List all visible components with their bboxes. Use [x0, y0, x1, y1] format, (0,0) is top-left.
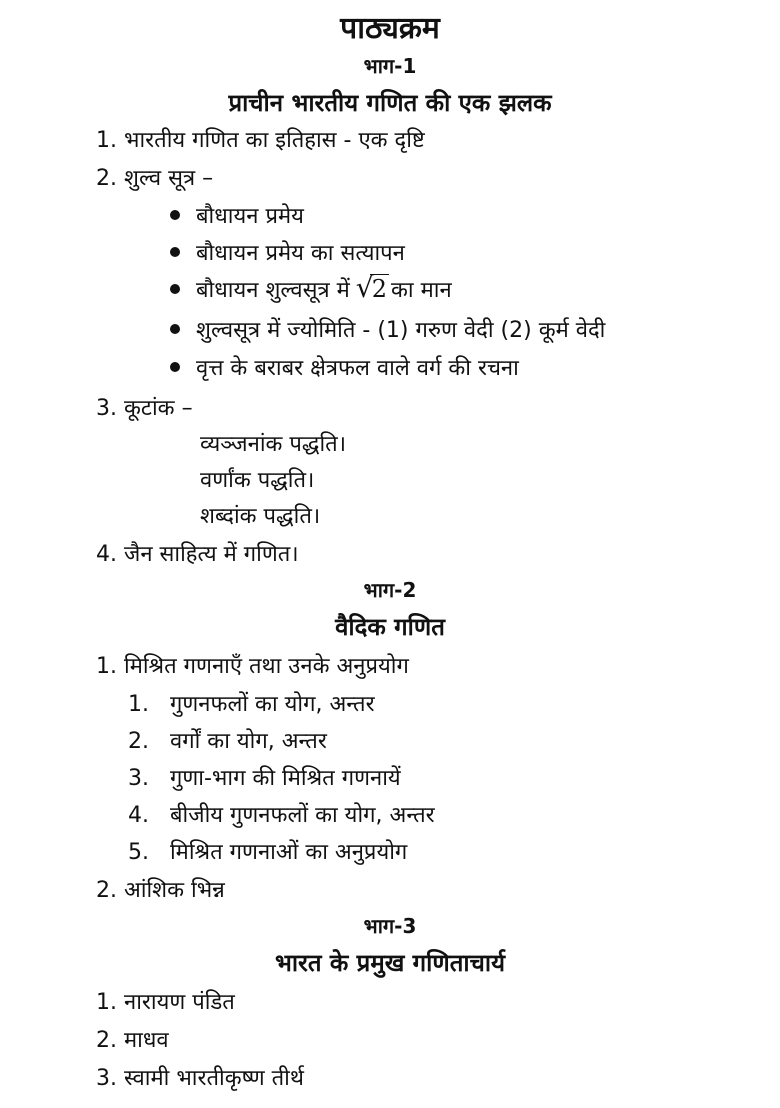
bullet-text: बौधायन शुल्वसूत्र में [196, 278, 350, 303]
sub-item [128, 688, 375, 718]
radicand: 2 [371, 275, 388, 303]
item-number: 1. [96, 128, 117, 153]
bullet-item [170, 237, 405, 267]
item-text: गुणनफलों का योग, अन्तर [169, 692, 375, 717]
list-item [96, 1062, 304, 1092]
sub-item [128, 836, 407, 866]
list-item [96, 986, 235, 1016]
bullet-text: शुल्वसूत्र में ज्योमिति - (1) गरुण वेदी (2) कूर्म वेदी [196, 318, 606, 343]
sub-item: व्यञ्जनांक पद्धति। [200, 432, 347, 457]
list-item [96, 650, 409, 680]
part-1-heading: प्राचीन भारतीय गणित की एक झलक [228, 89, 552, 117]
sub-item [128, 799, 435, 829]
bullet-text-after: का मान [391, 278, 452, 303]
item-text: बीजीय गुणनफलों का योग, अन्तर [169, 803, 435, 828]
list-item [96, 162, 213, 192]
sub-item [128, 762, 401, 792]
sub-item [128, 725, 327, 755]
item-text: जैन साहित्य में गणित। [124, 542, 299, 567]
bullet-item [170, 352, 519, 382]
item-text: मिश्रित गणनाएँ तथा उनके अनुप्रयोग [124, 654, 409, 679]
part-3-label: भाग-3 [363, 914, 417, 938]
list-item [96, 1024, 169, 1054]
item-text: माधव [124, 1028, 169, 1053]
radical-sign-icon: √ [355, 271, 374, 304]
bullet-item [170, 271, 452, 304]
part-2-label: भाग-2 [363, 578, 417, 602]
item-text: मिश्रित गणनाओं का अनुप्रयोग [169, 840, 408, 865]
item-number: 3. [128, 766, 149, 791]
item-text: कूटांक – [124, 396, 193, 421]
item-text: गुणा-भाग की मिश्रित गणनायें [169, 766, 401, 791]
part-1-label: भाग-1 [363, 54, 417, 78]
sub-item: वर्णांक पद्धति। [200, 468, 315, 493]
item-text: भारतीय गणित का इतिहास - एक दृष्टि [124, 128, 425, 153]
bullet-icon [170, 247, 180, 257]
item-text: स्वामी भारतीकृष्ण तीर्थ [124, 1066, 304, 1091]
bullet-text: वृत्त के बराबर क्षेत्रफल वाले वर्ग की रचना [196, 356, 519, 381]
item-number: 3. [96, 1066, 117, 1091]
bullet-item [170, 314, 605, 344]
bullet-item [170, 200, 304, 230]
bullet-icon [170, 324, 180, 334]
item-number: 1. [96, 990, 117, 1015]
bullet-icon [170, 284, 180, 294]
item-number: 2. [96, 878, 117, 903]
item-number: 4. [96, 542, 117, 567]
item-number: 2. [128, 729, 149, 754]
item-number: 5. [128, 840, 149, 865]
item-number: 3. [96, 396, 117, 421]
page-title: पाठ्यक्रम [340, 11, 440, 46]
list-item [96, 392, 193, 422]
item-text: आंशिक भिन्न [124, 878, 225, 903]
bullet-text: बौधायन प्रमेय [196, 204, 304, 229]
item-number: 1. [96, 654, 117, 679]
bullet-icon [170, 362, 180, 372]
bullet-text: बौधायन प्रमेय का सत्यापन [196, 241, 405, 266]
part-3-heading: भारत के प्रमुख गणिताचार्य [274, 949, 506, 977]
item-number: 4. [128, 803, 149, 828]
item-text: नारायण पंडित [124, 990, 235, 1015]
item-text: वर्गों का योग, अन्तर [169, 729, 327, 754]
bullet-icon [170, 210, 180, 220]
item-number: 2. [96, 166, 117, 191]
item-number: 2. [96, 1028, 117, 1053]
item-text: शुल्व सूत्र – [124, 166, 214, 191]
square-root-expression [355, 271, 389, 304]
list-item [96, 124, 425, 154]
item-number: 1. [128, 692, 149, 717]
list-item [96, 538, 299, 568]
sub-item: शब्दांक पद्धति। [200, 504, 321, 529]
list-item [96, 874, 225, 904]
part-2-heading: वैदिक गणित [335, 613, 445, 641]
